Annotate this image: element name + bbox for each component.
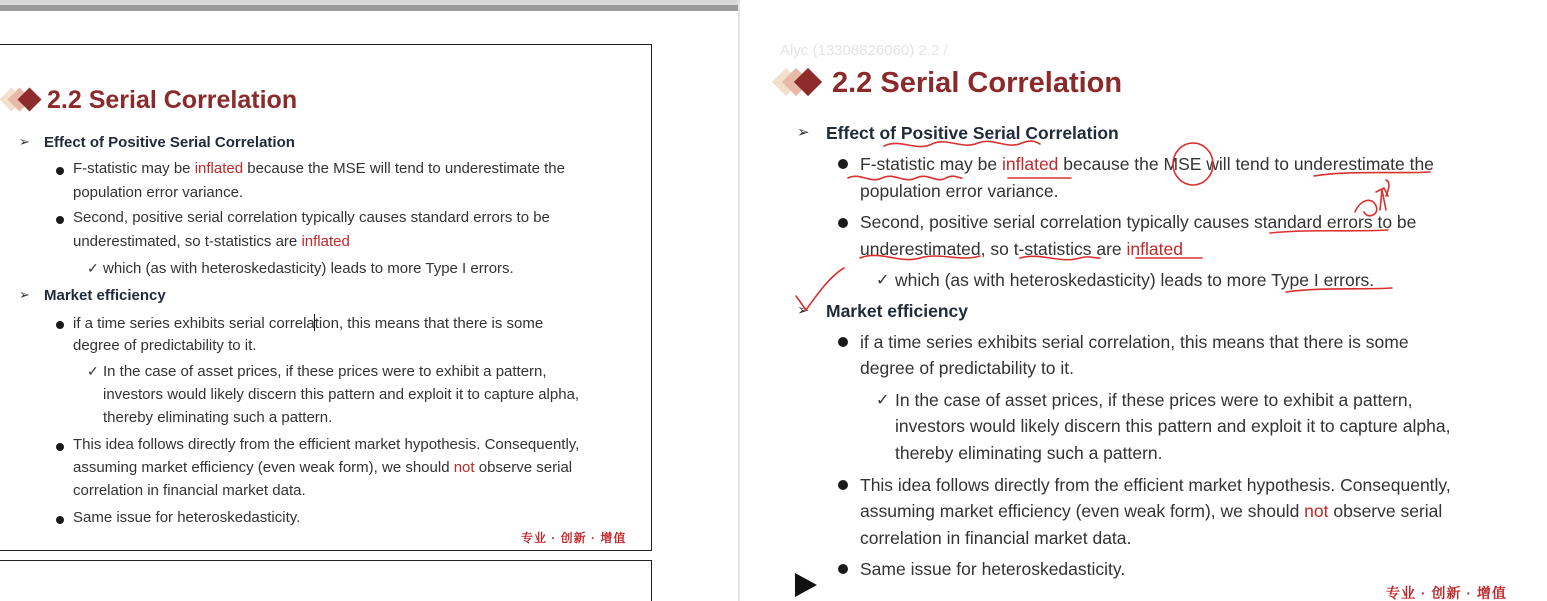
slide-footer-slogan: 专业 · 创新 · 增值 [521,531,627,545]
bullet-text-cont: underestimated, so t-statistics are inflated [860,239,1183,259]
slide-thumbnail-next[interactable] [0,560,652,601]
dot-bullet-icon [56,516,64,524]
bullet-text: if a time series exhibits serial correlation, this means that there is some [73,315,544,332]
top-scroll-strip[interactable] [0,0,738,11]
ink-wave-fstat [848,176,962,180]
bullet-text: Second, positive serial correlation typically causes standard errors to be [860,212,1417,232]
slide-title-row [0,85,297,115]
check-bullet-icon: ✓ [87,363,99,379]
diamond-logo-icon [0,85,47,115]
slide-title-row [772,66,1122,100]
section-heading-effect: Effect of Positive Serial Correlation [826,123,1119,143]
section-heading-market: Market efficiency [826,301,969,321]
bullet-text-cont: correlation in financial market data. [73,482,306,499]
check-text-cont: investors would likely discern this pattern and exploit it to capture alpha, [103,386,580,403]
bullet-text: F-statistic may be inflated because the MSE will tend to underestimate the [73,160,565,177]
slide-footer-slogan: 专业 · 创新 · 增值 [1386,585,1507,601]
check-text: In the case of asset prices, if these prices were to exhibit a pattern, [895,390,1413,410]
arrow-bullet-icon: ➢ [19,134,30,149]
arrow-bullet-icon: ➢ [19,287,30,302]
bullet-text: Same issue for heteroskedasticity. [860,559,1126,579]
watermark-text: Alyc (13308826060) 2.2 / [780,42,948,59]
slide-title: 2.2 Serial Correlation [832,66,1123,99]
bullet-text-cont: assuming market efficiency (even weak form), we should not observe serial [73,459,573,476]
check-bullet-icon: ✓ [876,272,890,289]
section-heading-market: Market efficiency [44,287,166,304]
bullet-text-cont: correlation in financial market data. [860,528,1132,548]
slide-title: 2.2 Serial Correlation [47,85,298,114]
bullet-text: Same issue for heteroskedasticity. [73,509,301,526]
dot-bullet-icon [56,443,64,451]
diamond-logo-icon [772,66,832,100]
dot-bullet-icon [838,564,848,574]
check-bullet-icon: ✓ [87,260,99,276]
slide-thumbnail-current[interactable] [0,44,652,551]
dot-bullet-icon [838,480,848,490]
check-text: which (as with heteroskedasticity) leads to more Type I errors. [895,270,1375,290]
check-text: which (as with heteroskedasticity) leads to more Type I errors. [103,260,514,277]
check-text-cont: thereby eliminating such a pattern. [103,409,333,426]
bullet-text-cont: degree of predictability to it. [73,337,257,354]
right-pane-annotated-slide [740,0,1547,601]
bullet-text: This idea follows directly from the efficient market hypothesis. Consequently, [73,436,580,453]
bullet-text: F-statistic may be inflated because the MSE will tend to underestimate the [860,154,1434,174]
left-pane [0,0,738,601]
dot-bullet-icon [838,337,848,347]
arrow-bullet-icon: ➢ [797,302,810,319]
bullet-text-cont: population error variance. [73,184,244,201]
section-heading-effect: Effect of Positive Serial Correlation [44,134,295,151]
check-text-cont: investors would likely discern this pattern and exploit it to capture alpha, [895,416,1451,436]
bullet-text: This idea follows directly from the efficient market hypothesis. Consequently, [860,475,1451,495]
ink-scribble-se [1355,180,1389,216]
dot-bullet-icon [56,167,64,175]
bullet-text-cont: population error variance. [860,181,1059,201]
check-bullet-icon: ✓ [876,392,890,409]
dot-bullet-icon [56,216,64,224]
dot-bullet-icon [838,159,848,169]
bullet-text-cont: assuming market efficiency (even weak form), we should not observe serial [860,501,1443,521]
arrow-bullet-icon: ➢ [797,124,810,141]
bullet-text-cont: degree of predictability to it. [860,358,1075,378]
bullet-text: Second, positive serial correlation typically causes standard errors to be [73,209,550,226]
bullet-text: if a time series exhibits serial correlation, this means that there is some [860,332,1409,352]
bullet-text-cont: underestimated, so t-statistics are inflated [73,233,350,250]
play-icon[interactable] [795,573,817,597]
dot-bullet-icon [838,218,848,228]
check-text-cont: thereby eliminating such a pattern. [895,443,1163,463]
check-text: In the case of asset prices, if these prices were to exhibit a pattern, [103,363,547,380]
dot-bullet-icon [56,321,64,329]
